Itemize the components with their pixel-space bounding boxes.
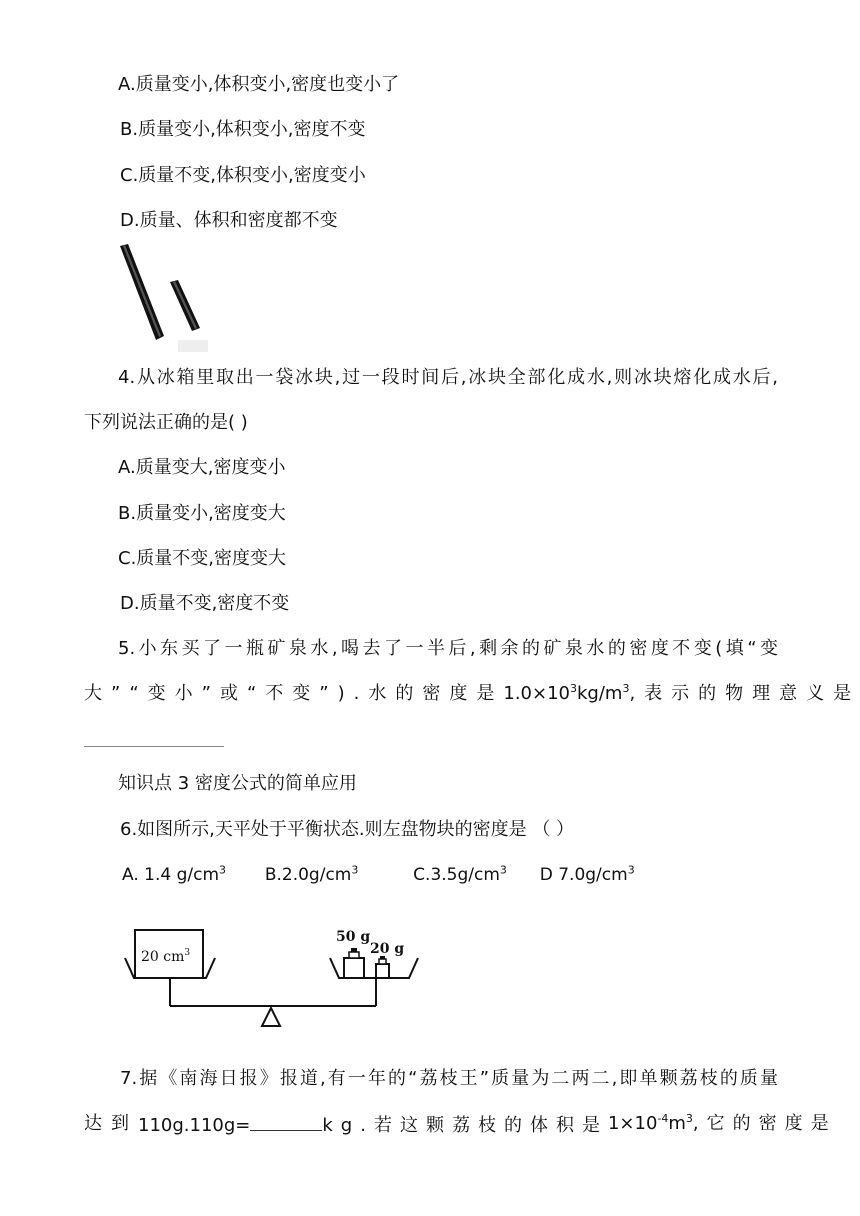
q6-option-c: $C.3.5g/cm^3$ [413,863,507,885]
q3-option-d: D.质量、体积和密度都不变 [120,210,338,231]
q3-rods-figure [112,240,222,355]
q3-option-a: A.质量变小,体积变小,密度也变小了 [118,74,400,95]
q5-line2-text-a: 大”“变小”或“不变”).水的密度是 [84,683,504,704]
q6-option-a: A. 1.4 $g/cm^3$ [122,863,227,885]
q5-line1: 5.小东买了一瓶矿泉水,喝去了一半后,剩余的矿泉水的密度不变(填“变 [118,638,778,659]
q5-answer-blank [84,746,224,747]
weight-20g-label: 20 g [370,941,405,957]
q4-option-d: D.质量不变,密度不变 [120,593,290,614]
q6-option-d: D $7.0g/cm^3$ [539,863,635,885]
q4-option-c: C.质量不变,密度变大 [118,548,287,569]
q7-answer-blank [250,1112,322,1131]
q4-option-a: A.质量变大,密度变小 [118,457,286,478]
q6-balance-figure [120,920,430,1035]
q4-stem-line2: 下列说法正确的是( ) [84,412,248,433]
q4-option-b: B.质量变小,密度变大 [118,503,286,524]
q7-line1: 7.据《南海日报》报道,有一年的“荔枝王”质量为二两二,即单颗荔枝的质量 [120,1068,778,1089]
q5-line2 [84,682,860,706]
fulcrum [262,1008,280,1026]
q3-option-c: C.质量不变,体积变小,密度变小 [120,165,366,186]
weight-50g [344,958,364,978]
q7-line2 [84,1112,837,1138]
q7-volume-value: $1\times 10^{-4}m^3$,它的密度是 [607,1112,837,1134]
q7-line2-text-a: 达到 [84,1113,138,1134]
q6-options [122,863,635,887]
q6-stem: 6.如图所示,天平处于平衡状态.则左盘物块的密度是 （ ） [120,819,575,840]
q4-stem-line1: 4.从冰箱里取出一袋冰块,过一段时间后,冰块全部化成水,则冰块熔化成水后, [118,367,778,388]
q5-density-value: $1.0\times 10^3kg/m^3$,表示的物理意义是 [503,682,860,704]
q3-option-b: B.质量变小,体积变小,密度不变 [120,119,366,140]
weight-50g-label: 50 g [336,929,371,945]
section-title: 知识点 3 密度公式的简单应用 [118,773,357,794]
q7-blank-expr: 110g.110g= kg.若这颗荔枝的体积是 [138,1112,608,1138]
q6-option-b: $B.2.0g/cm^3$ [264,863,359,885]
weight-20g [376,964,389,978]
block-volume-label: 20 $cm^3$ [141,948,191,965]
